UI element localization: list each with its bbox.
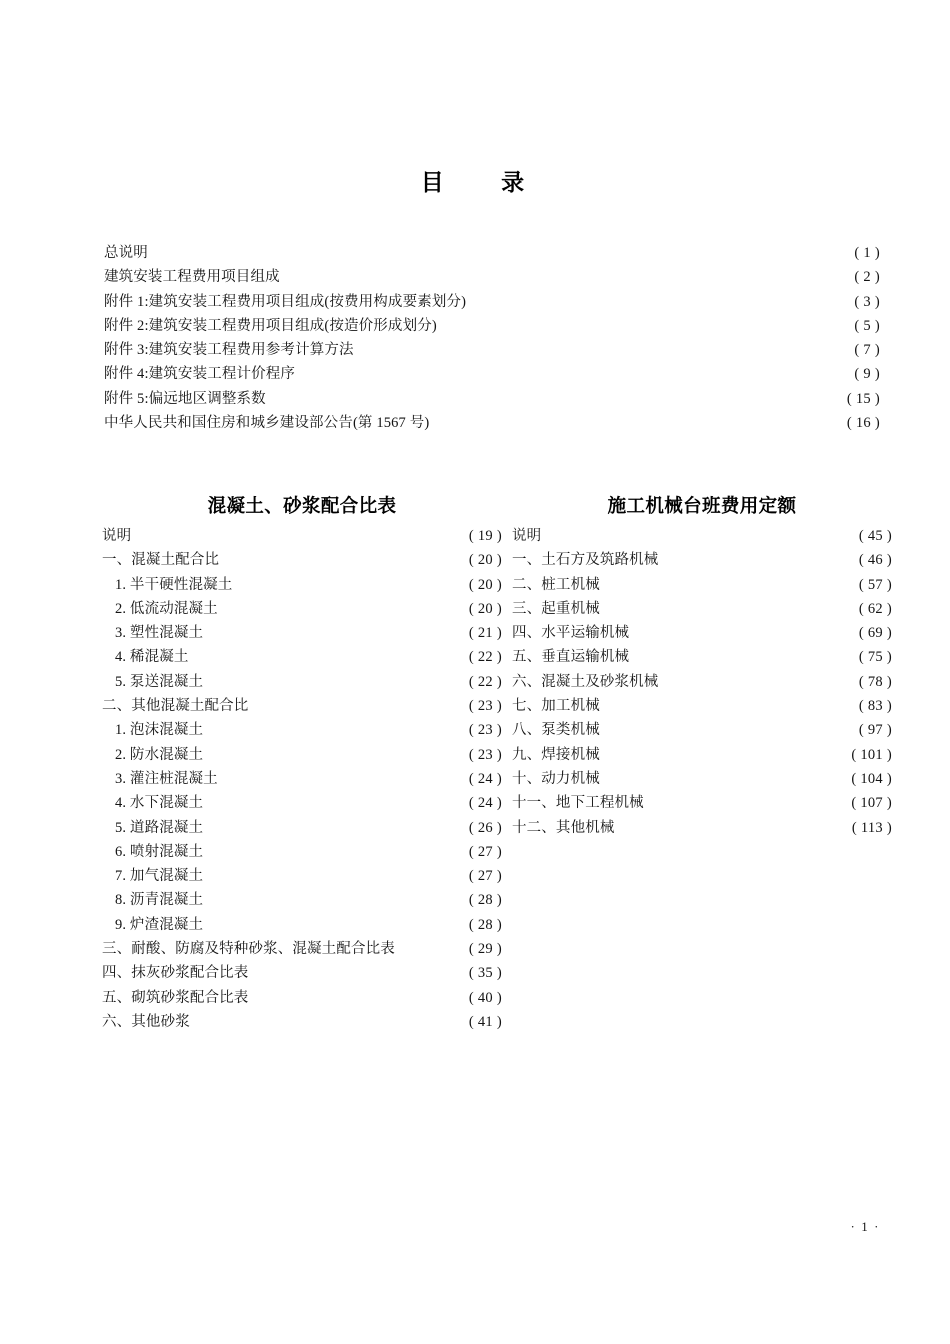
toc-leader-dots	[235, 574, 457, 589]
toc-entry-page-number: ( 69 )	[858, 625, 892, 642]
toc-entry-page-number: ( 46 )	[858, 552, 892, 569]
toc-entry-label: 六、其他砂浆	[102, 1013, 190, 1030]
toc-leader-dots	[603, 720, 843, 735]
toc-entry-label: 3. 塑性混凝土	[115, 625, 204, 642]
toc-entry-label: 6. 喷射混凝土	[115, 843, 204, 860]
toc-entry[interactable]	[104, 338, 880, 362]
toc-leader-dots	[300, 364, 831, 379]
toc-entry-label: 十一、地下工程机械	[512, 795, 644, 812]
toc-leader-dots	[251, 696, 457, 711]
toc-entry-label: 附件 1:建筑安装工程费用项目组成(按费用构成要素划分)	[104, 293, 467, 310]
toc-entry-page-number: ( 9 )	[854, 366, 880, 383]
toc-entry-label: 说明	[102, 528, 132, 544]
toc-entry-label: 七、加工机械	[512, 698, 600, 715]
toc-leader-dots	[206, 744, 457, 759]
toc-entry-label: 四、抹灰砂浆配合比表	[102, 965, 249, 982]
toc-entry[interactable]	[512, 597, 892, 621]
toc-leader-dots	[251, 987, 457, 1002]
toc-entry-page-number: ( 20 )	[468, 600, 502, 617]
toc-leader-dots	[632, 647, 843, 662]
toc-leader-dots	[206, 890, 457, 905]
toc-entry-page-number: ( 2 )	[854, 269, 880, 286]
toc-entry[interactable]	[512, 524, 892, 548]
toc-entry[interactable]	[102, 913, 502, 937]
toc-entry[interactable]	[512, 573, 892, 597]
toc-leader-dots	[442, 315, 831, 330]
toc-entry-label: 六、混凝土及砂浆机械	[512, 673, 659, 690]
toc-entry-label: 5. 泵送混凝土	[115, 673, 204, 690]
toc-entry-page-number: ( 45 )	[858, 528, 892, 544]
toc-entry[interactable]	[102, 986, 502, 1010]
toc-entry[interactable]	[102, 1010, 502, 1034]
toc-entry-page-number: ( 75 )	[858, 649, 892, 666]
toc-entry-label: 1. 半干硬性混凝土	[115, 576, 233, 593]
toc-entry-page-number: ( 20 )	[468, 552, 502, 569]
toc-column-machinery	[512, 494, 892, 1034]
toc-entry-label: 4. 水下混凝土	[115, 795, 204, 812]
toc-entry-page-number: ( 83 )	[858, 698, 892, 715]
toc-entry-page-number: ( 27 )	[468, 868, 502, 885]
toc-entry[interactable]	[104, 387, 880, 411]
toc-entry[interactable]	[512, 694, 892, 718]
toc-leader-dots	[618, 817, 843, 832]
toc-entry[interactable]	[104, 290, 880, 314]
toc-entry[interactable]	[102, 961, 502, 985]
toc-entry-page-number: ( 78 )	[858, 673, 892, 690]
toc-leader-dots	[206, 720, 457, 735]
toc-entry-label: 附件 4:建筑安装工程计价程序	[104, 366, 296, 383]
toc-entry-page-number: ( 22 )	[468, 673, 502, 690]
toc-entry-page-number: ( 16 )	[846, 415, 880, 432]
toc-leader-dots	[398, 939, 457, 954]
toc-entry[interactable]	[104, 314, 880, 338]
toc-entry[interactable]	[102, 524, 502, 548]
toc-entry-page-number: ( 26 )	[468, 819, 502, 836]
toc-entry-page-number: ( 23 )	[468, 698, 502, 715]
toc-leader-dots	[603, 696, 843, 711]
toc-leader-dots	[434, 413, 831, 428]
toc-leader-dots	[221, 768, 457, 783]
toc-entry-label: 一、土石方及筑路机械	[512, 552, 659, 569]
toc-entry[interactable]	[512, 548, 892, 572]
toc-entry-page-number: ( 113 )	[851, 819, 892, 836]
toc-entry-page-number: ( 27 )	[468, 843, 502, 860]
toc-entry-label: 建筑安装工程费用项目组成	[104, 269, 280, 286]
toc-entry-label: 附件 2:建筑安装工程费用项目组成(按造价形成划分)	[104, 317, 437, 334]
toc-entry-page-number: ( 28 )	[468, 892, 502, 909]
toc-entry[interactable]	[512, 670, 892, 694]
toc-entry-label: 2. 低流动混凝土	[115, 600, 218, 617]
toc-entry-page-number: ( 19 )	[468, 528, 502, 544]
toc-entry-label: 9. 炉渣混凝土	[115, 916, 204, 933]
toc-leader-dots	[647, 793, 843, 808]
toc-entry-label: 7. 加气混凝土	[115, 868, 204, 885]
toc-entry-page-number: ( 7 )	[854, 342, 880, 359]
toc-entry-page-number: ( 57 )	[858, 576, 892, 593]
toc-entry-label: 中华人民共和国住房和城乡建设部公告(第 1567 号)	[104, 415, 430, 432]
toc-entry-label: 总说明	[104, 245, 148, 261]
toc-entry[interactable]	[512, 645, 892, 669]
toc-columns	[0, 494, 950, 1034]
toc-leader-dots	[206, 793, 457, 808]
toc-entry[interactable]	[102, 743, 502, 767]
column-heading-concrete-mortar: 混凝土、砂浆配合比表	[207, 496, 397, 517]
toc-entry[interactable]	[512, 743, 892, 767]
toc-entry-label: 2. 防水混凝土	[115, 746, 204, 763]
toc-leader-dots	[193, 1011, 457, 1026]
toc-entry-label: 五、砌筑砂浆配合比表	[102, 989, 249, 1006]
toc-entry-label: 5. 道路混凝土	[115, 819, 204, 836]
toc-entry[interactable]	[104, 241, 880, 265]
toc-entry-label: 十二、其他机械	[512, 819, 615, 836]
toc-leader-dots	[206, 671, 457, 686]
toc-leader-dots	[251, 963, 457, 978]
toc-leader-dots	[285, 267, 831, 282]
toc-entry-page-number: ( 23 )	[468, 746, 502, 763]
toc-leader-dots	[471, 291, 831, 306]
toc-entry[interactable]	[102, 621, 502, 645]
toc-leader-dots	[134, 526, 457, 541]
toc-entry-page-number: ( 5 )	[854, 317, 880, 334]
toc-entry[interactable]	[512, 767, 892, 791]
toc-entry[interactable]	[512, 791, 892, 815]
toc-column-concrete-mortar	[102, 494, 502, 1034]
toc-entry[interactable]	[102, 718, 502, 742]
toc-leader-dots	[221, 598, 457, 613]
toc-leader-dots	[359, 340, 831, 355]
toc-entry[interactable]	[102, 645, 502, 669]
toc-leader-dots	[603, 744, 843, 759]
column-heading-machinery: 施工机械台班费用定额	[607, 496, 797, 517]
toc-entry-page-number: ( 41 )	[468, 1013, 502, 1030]
toc-entry[interactable]	[102, 548, 502, 572]
toc-entry[interactable]	[102, 573, 502, 597]
toc-entry[interactable]	[104, 411, 880, 435]
toc-entry[interactable]	[512, 621, 892, 645]
toc-leader-dots	[206, 866, 457, 881]
toc-entry-label: 附件 3:建筑安装工程费用参考计算方法	[104, 342, 354, 359]
toc-entry[interactable]	[102, 937, 502, 961]
toc-entry[interactable]	[102, 767, 502, 791]
toc-entry[interactable]	[102, 864, 502, 888]
toc-entry[interactable]	[512, 816, 892, 840]
toc-leader-dots	[222, 550, 457, 565]
toc-leader-dots	[206, 623, 457, 638]
toc-entry[interactable]	[104, 265, 880, 289]
toc-leader-dots	[206, 841, 457, 856]
toc-entry-label: 8. 沥青混凝土	[115, 892, 204, 909]
toc-entry-label: 4. 稀混凝土	[115, 649, 189, 666]
toc-leader-dots	[661, 550, 843, 565]
toc-entry-page-number: ( 20 )	[468, 576, 502, 593]
toc-entry-label: 八、泵类机械	[512, 722, 600, 739]
toc-entry-page-number: ( 104 )	[851, 770, 892, 787]
toc-entry[interactable]	[102, 840, 502, 864]
toc-entry-label: 十、动力机械	[512, 770, 600, 787]
toc-entry-label: 二、桩工机械	[512, 576, 600, 593]
toc-leader-dots	[661, 671, 843, 686]
toc-entry-page-number: ( 62 )	[858, 600, 892, 617]
toc-entry-page-number: ( 23 )	[468, 722, 502, 739]
toc-entry-page-number: ( 21 )	[468, 625, 502, 642]
toc-entry-page-number: ( 40 )	[468, 989, 502, 1006]
toc-entry[interactable]	[102, 888, 502, 912]
toc-leader-dots	[271, 388, 831, 403]
toc-entry-label: 二、其他混凝土配合比	[102, 698, 249, 715]
toc-list-concrete-mortar	[102, 524, 502, 1034]
toc-entry-label: 九、焊接机械	[512, 746, 600, 763]
toc-entry[interactable]	[512, 718, 892, 742]
toc-leader-dots	[206, 817, 457, 832]
toc-entry-label: 四、水平运输机械	[512, 625, 630, 642]
toc-entry-label: 一、混凝土配合比	[102, 552, 220, 569]
toc-entry[interactable]	[102, 791, 502, 815]
toc-entry-page-number: ( 15 )	[846, 390, 880, 407]
toc-entry[interactable]	[104, 362, 880, 386]
toc-entry-page-number: ( 1 )	[854, 245, 880, 261]
toc-leader-dots	[603, 574, 843, 589]
front-matter-toc-list	[104, 241, 880, 435]
toc-leader-dots	[632, 623, 843, 638]
toc-entry-page-number: ( 29 )	[468, 941, 502, 958]
toc-entry-page-number: ( 24 )	[468, 770, 502, 787]
toc-entry-page-number: ( 101 )	[851, 746, 892, 763]
toc-entry-label: 说明	[512, 528, 542, 544]
toc-entry[interactable]	[102, 597, 502, 621]
toc-entry[interactable]	[102, 694, 502, 718]
toc-entry-page-number: ( 22 )	[468, 649, 502, 666]
toc-entry-page-number: ( 3 )	[854, 293, 880, 310]
toc-leader-dots	[603, 598, 843, 613]
page-title: 目 录	[420, 170, 530, 196]
toc-leader-dots	[206, 914, 457, 929]
toc-entry-label: 附件 5:偏远地区调整系数	[104, 390, 266, 407]
toc-entry-label: 五、垂直运输机械	[512, 649, 630, 666]
page-number-folio: · 1 ·	[850, 1219, 880, 1234]
toc-leader-dots	[544, 526, 843, 541]
toc-entry-page-number: ( 97 )	[858, 722, 892, 739]
toc-entry-page-number: ( 35 )	[468, 965, 502, 982]
toc-list-machinery	[512, 524, 892, 840]
toc-entry-page-number: ( 107 )	[851, 795, 892, 812]
toc-leader-dots	[603, 768, 843, 783]
toc-entry[interactable]	[102, 670, 502, 694]
toc-entry-label: 三、起重机械	[512, 600, 600, 617]
toc-entry-label: 3. 灌注桩混凝土	[115, 770, 218, 787]
toc-entry-page-number: ( 24 )	[468, 795, 502, 812]
toc-entry[interactable]	[102, 816, 502, 840]
toc-entry-label: 1. 泡沫混凝土	[115, 722, 204, 739]
toc-leader-dots	[192, 647, 457, 662]
toc-entry-page-number: ( 28 )	[468, 916, 502, 933]
toc-entry-label: 三、耐酸、防腐及特种砂浆、混凝土配合比表	[102, 941, 395, 958]
toc-leader-dots	[153, 243, 831, 258]
